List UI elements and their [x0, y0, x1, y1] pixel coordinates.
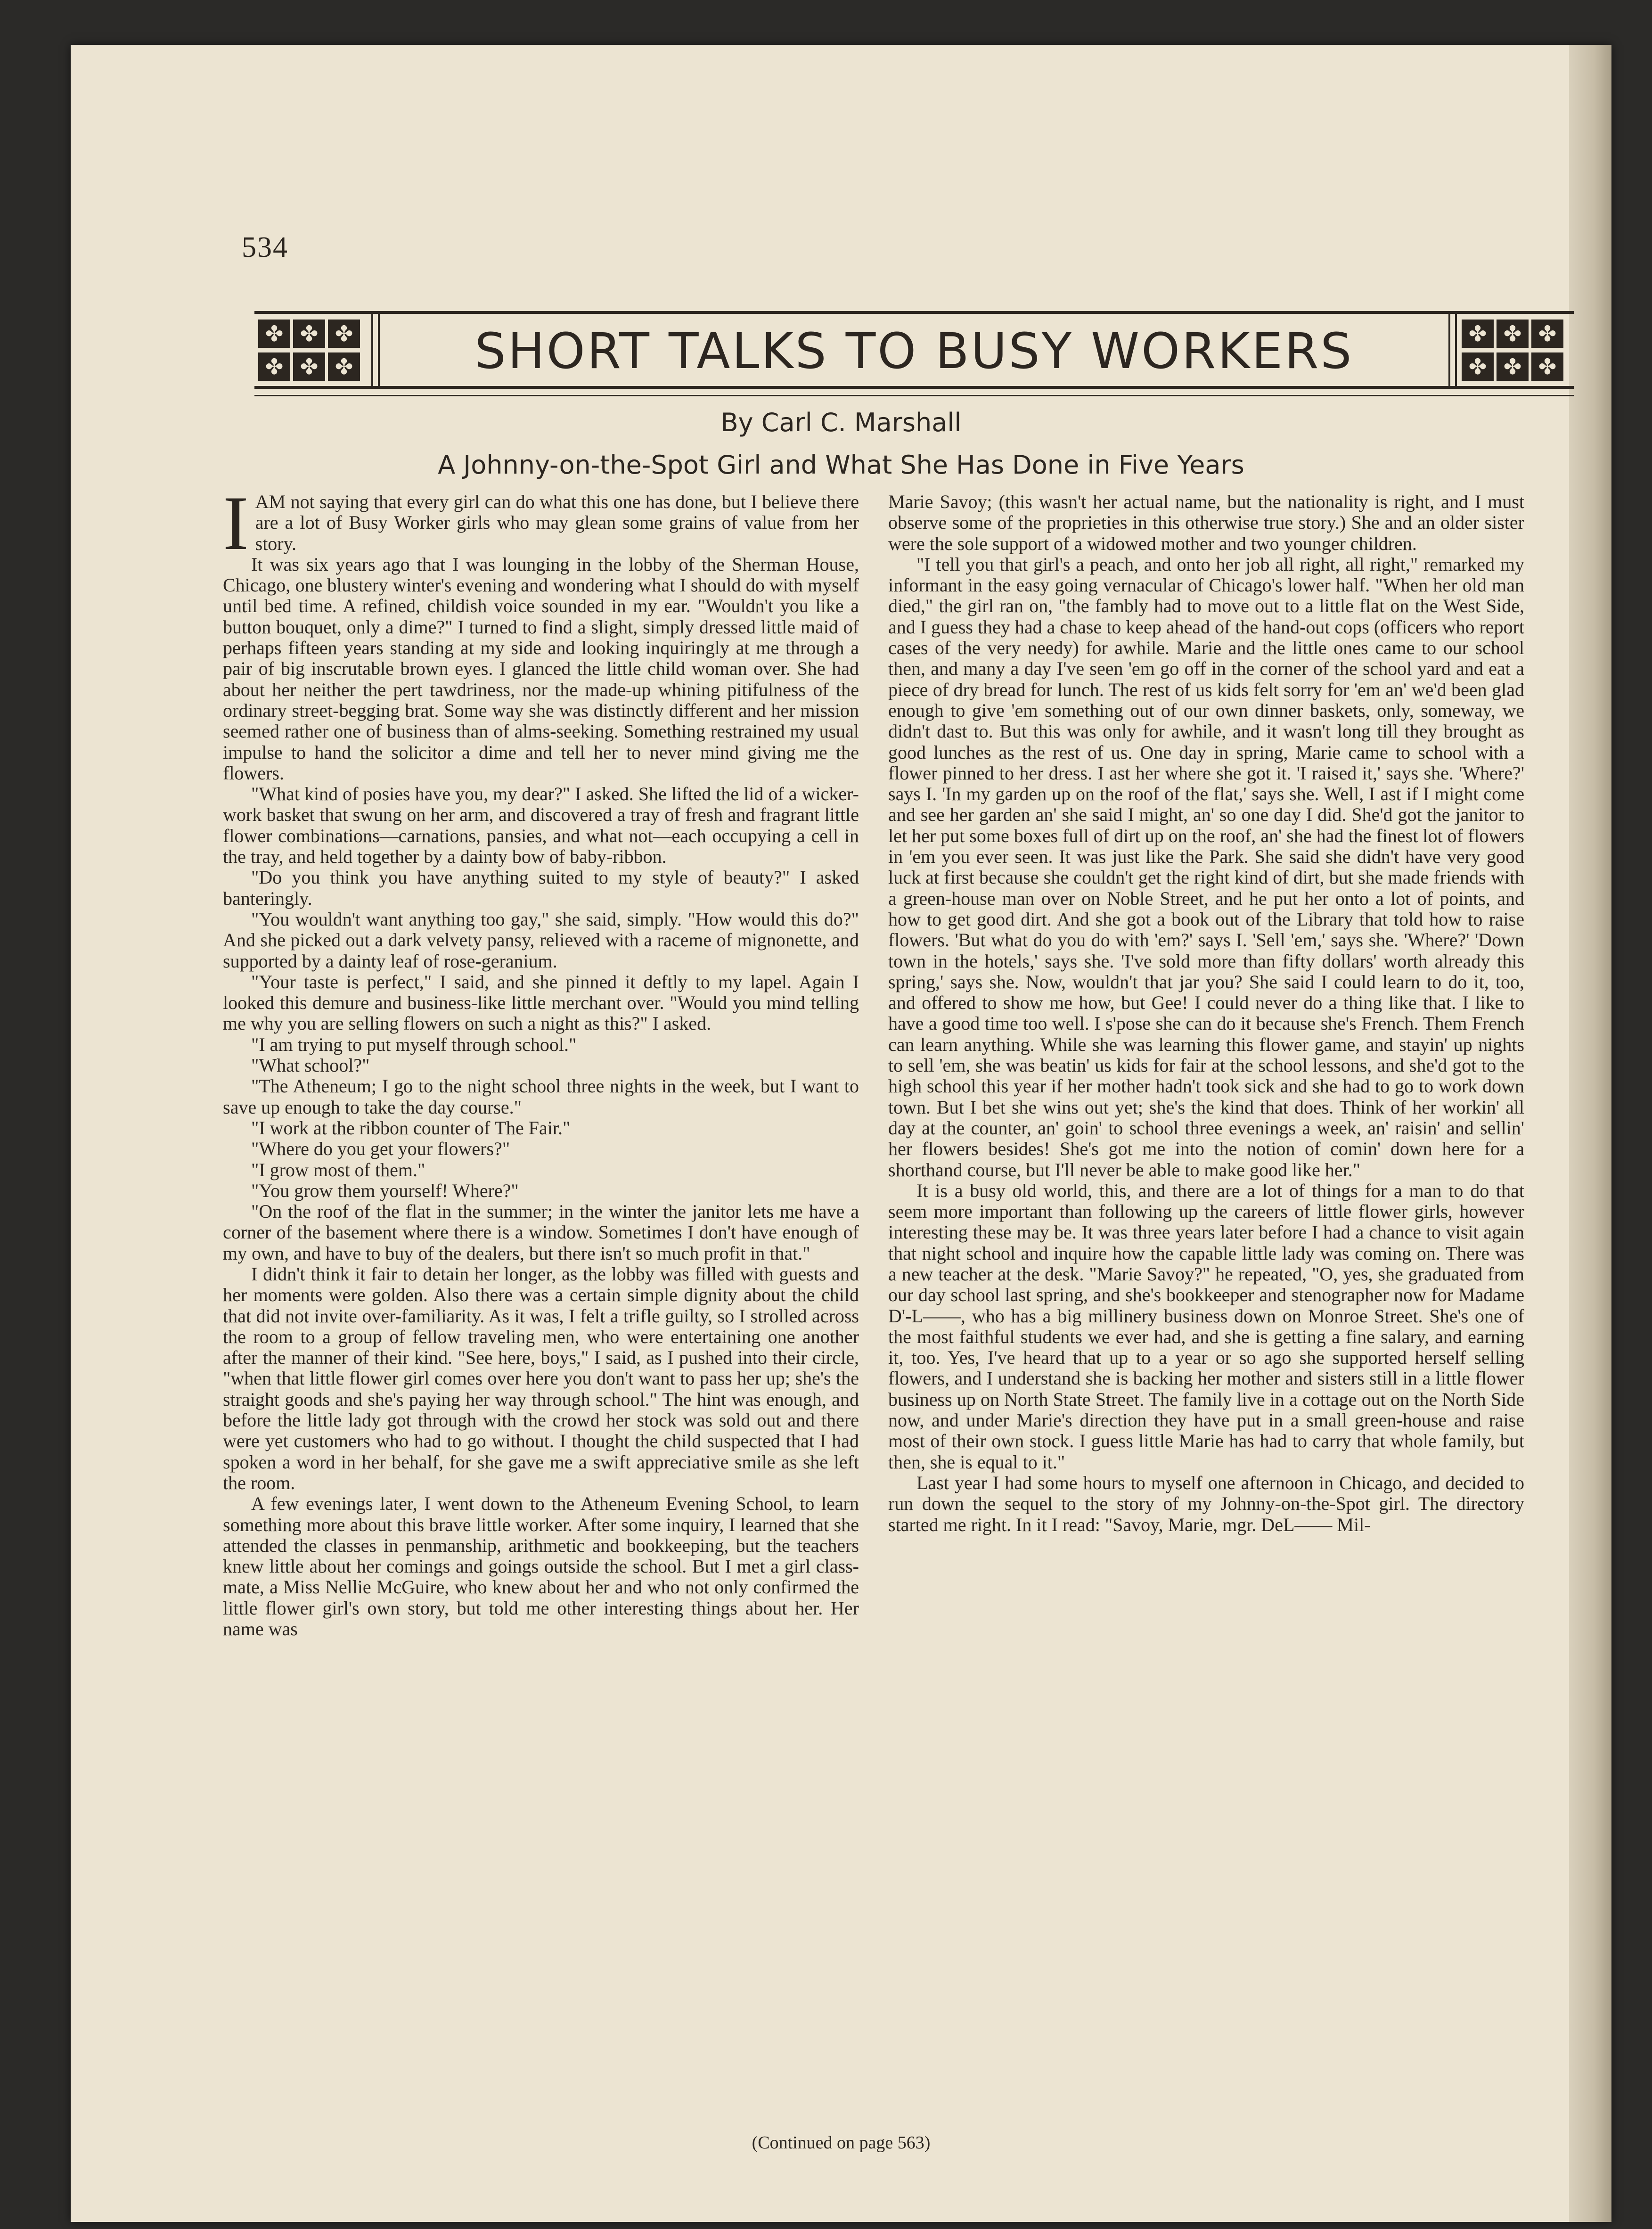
page-number: 534	[242, 231, 288, 263]
article-paragraph: Marie Savoy; (this wasn't her actual name, but the nationality is right, and I must observe some of the proprieties in this otherwise true story.) She and an older sister were the sole support of a widowed mother and two younger children.	[888, 491, 1524, 554]
clover-icon: ✤	[293, 352, 325, 381]
article-paragraph: It is a busy old world, this, and there are a lot of things for a man to do that seem more important than following up the careers of little flower girls, however interesting these may be. It was three years later before I had a chance to visit again that night school and inquire how the capable little lady was coming on. There was a new teacher at the desk. "Marie Savoy?" he repeated, "O, yes, she graduated from our day school last spring, and she's bookkeeper and stenographer now for Madame D'-L——, who has a big millinery business down on Monroe Street. She's one of the most faithful students we ever had, and she is getting a fine salary, and earning it, too. Yes, I've heard that up to a year or so ago she supported herself selling flowers, and I understand she is backing her mother and sisters still in a little flower business up on North State Street. The family live in a cottage out on the North Side now, and under Marie's direction they have put in a small green-house and raise most of their own stock. I guess little Marie has had to carry that whole family, but then, she is equal to it."	[888, 1180, 1524, 1473]
magazine-page	[71, 45, 1611, 2222]
article-paragraph: "On the roof of the flat in the summer; in the winter the janitor lets me have a corner of the basement where there is a window. Sometimes I don't have enough of my own, and have to buy of the dealers, but there isn't so much profit in that."	[223, 1201, 859, 1264]
article-paragraph: I didn't think it fair to detain her longer, as the lobby was filled with guests and her moments were golden. Also there was a certain simple dignity about the child that did not invite over-familiarity. As it was, I felt a trifle guilty, so I strolled across the room to a group of fellow traveling men, who were entertaining one another after the manner of their kind. "See here, boys," I said, as I pushed into their circle, "when that little flower girl comes over here you don't want to pass her up; she's the straight goods and she's paying her way through school." The hint was enough, and before the little lady got through with the crowd her stock was sold out and there were yet customers who had to go without. I thought the child suspected that I had spoken a word in her behalf, for she gave me a swift appreciative smile as she left the room.	[223, 1263, 859, 1493]
clover-icon: ✤	[1497, 320, 1529, 348]
article-paragraph: "The Atheneum; I go to the night school three nights in the week, but I want to save up enough to take the day course."	[223, 1075, 859, 1118]
byline: By Carl C. Marshall	[720, 408, 962, 437]
clover-icon: ✤	[1531, 352, 1563, 381]
article-paragraph: Last year I had some hours to myself one afternoon in Chicago, and decided to run down the sequel to the story of my Johnny-on-the-Spot girl. The directory started me right. In it I read: "Savoy, Marie, mgr. DeL—— Mil-	[888, 1472, 1524, 1535]
article-column-right	[888, 492, 1524, 1535]
header-divider	[1448, 314, 1450, 386]
section-title: SHORT TALKS TO BUSY WORKERS	[474, 322, 1354, 380]
adjacent-page-edge	[1569, 45, 1611, 2222]
article-paragraph: "You grow them yourself! Where?"	[251, 1180, 519, 1201]
clover-icon: ✤	[1497, 352, 1529, 381]
clover-icon: ✤	[1462, 320, 1494, 348]
article-paragraph: A few evenings later, I went down to the Atheneum Evening School, to learn something more about this brave little worker. After some inquiry, I learned that she attended the classes in penmanship, arithmetic and bookkeeping, but the teachers knew little about her comings and goings outside the school. But I met a girl class-mate, a Miss Nellie McGuire, who knew about her and who not only confirmed the little flower girl's own story, but told me other interesting things about her. Her name was	[223, 1493, 859, 1640]
section-header	[254, 311, 1574, 389]
clover-icon: ✤	[1531, 320, 1563, 348]
article-paragraph: "I grow most of them."	[251, 1159, 425, 1180]
header-ornament-left	[258, 320, 367, 381]
header-divider	[371, 314, 373, 386]
clover-icon: ✤	[293, 320, 325, 348]
clover-icon: ✤	[258, 320, 290, 348]
article-paragraph: "I am trying to put myself through school."	[251, 1033, 577, 1055]
header-divider	[378, 314, 380, 386]
clover-icon: ✤	[328, 320, 360, 348]
article-paragraph: It was six years ago that I was lounging in the lobby of the Sherman House, Chicago, one blustery winter's evening and wondering what I should do with myself until bed time. A refined, childish voice sounded in my ear. "Wouldn't you like a button bouquet, only a dime?" I turned to find a slight, simply dressed little maid of perhaps fifteen years standing at my side and looking inquiringly at me through a pair of big inscrutable brown eyes. I glanced the little child woman over. She had about her neither the pert tawdriness, nor the made-up whining pitifulness of the ordinary street-begging brat. Some way she was distinctly different and her mission seemed rather one of business than of alms-seeking. Something restrained my usual impulse to hand the solicitor a dime and tell her to never mind giving me the flowers.	[223, 553, 859, 784]
clover-icon: ✤	[258, 352, 290, 381]
header-divider	[1455, 314, 1457, 386]
article-paragraph: "Do you think you have anything suited to my style of beauty?" I asked banteringly.	[223, 867, 859, 909]
article-column-left	[223, 481, 859, 1640]
article-subtitle: A Johnny-on-the-Spot Girl and What She Has Done in Five Years	[438, 450, 1244, 480]
continued-note: (Continued on page 563)	[752, 2133, 931, 2153]
paragraph-text: AM not saying that every girl can do what this one has done, but I believe there are a lot of Busy Worker girls who may glean some grains of value from her story.	[255, 491, 859, 554]
clover-icon: ✤	[328, 352, 360, 381]
article-paragraph: "Where do you get your flowers?"	[251, 1138, 510, 1160]
article-paragraph: "I work at the ribbon counter of The Fair."	[251, 1117, 571, 1139]
header-ornament-right	[1462, 320, 1570, 381]
article-paragraph	[223, 481, 859, 566]
article-paragraph: "I tell you that girl's a peach, and onto her job all right, all right," remarked my informant in the easy going vernacular of Chicago's lower half. "When her old man died," the girl ran on, "the fambly had to move out to a little flat on the West Side, and I guess they had a chase to keep ahead of the hand-out cops (officers who report cases of the very needy) for awhile. Marie and the little ones came to our school then, and many a day I've seen 'em go off in the corner of the school yard and eat a piece of dry bread for lunch. The rest of us kids felt sorry for 'em an' we'd been glad enough to give 'em something out of our own dinner baskets, only, someway, we didn't dast to. But this was only for awhile, and it wasn't long till they brought as good lunches as the rest of us. One day in spring, Marie came to school with a flower pinned to her dress. I ast her where she got it. 'I raised it,' says she. 'Where?' says I. 'In my garden up on the roof of the flat,' says she. Well, I ast if I might come and see her garden an' she said I might, an' so one day I did. She'd got the janitor to let her put some boxes full of dirt up on the roof, an' she had the finest lot of flowers in 'em you ever seen. It was just like the Park. She said she didn't have very good luck at first because she couldn't get the right kind of dirt, but she made friends with a green-house man over on Noble Street, and he put her onto a lot of points, and how to get good dirt. And she got a book out of the Library that told how to raise flowers. 'But what do you do with 'em?' says I. 'Sell 'em,' says she. 'Where?' 'Down town in the hotels,' says she. 'I've sold more than fifty dollars' worth already this spring,' says she. Now, wouldn't that jar you? She said I could learn to do it, too, and offered to show me how, but Gee! I could never do a thing like that. I like to have a good time too well. I s'pose she can do it because she's French. Them French can learn anything. While she was learning this flower game, and stayin' up nights to sell 'em, she was beatin' us kids for fair at the school lessons, and she'd got to the high school this year if her mother hadn't took sick and she had to go to work down town. But I bet she wins out yet; she's the kind that does. Think of her workin' all day at the counter, an' goin' to school three evenings a week, an' raisin' and sellin' her flowers besides! She's got me into the notion of comin' down here for a shorthand course, but I'll never be able to make good like her."	[888, 553, 1524, 1180]
article-paragraph: "What school?"	[251, 1055, 370, 1076]
clover-icon: ✤	[1462, 352, 1494, 381]
article-paragraph: "You wouldn't want anything too gay," she said, simply. "How would this do?" And she picked out a dark velvety pansy, relieved with a raceme of mignonette, and supported by a dainty leaf of rose-geranium.	[223, 908, 859, 972]
drop-cap: I	[223, 481, 249, 566]
article-paragraph: "Your taste is perfect," I said, and she pinned it deftly to my lapel. Again I looked this demure and business-like little merchant over. "Would you mind telling me why you are selling flowers on such a night as this?" I asked.	[223, 971, 859, 1034]
article-paragraph: "What kind of posies have you, my dear?" I asked. She lifted the lid of a wicker-work basket that swung on her arm, and discovered a tray of fresh and fragrant little flower combinations—carnations, pansies, and what not—each occupying a cell in the tray, and held together by a dainty bow of baby-ribbon.	[223, 783, 859, 868]
